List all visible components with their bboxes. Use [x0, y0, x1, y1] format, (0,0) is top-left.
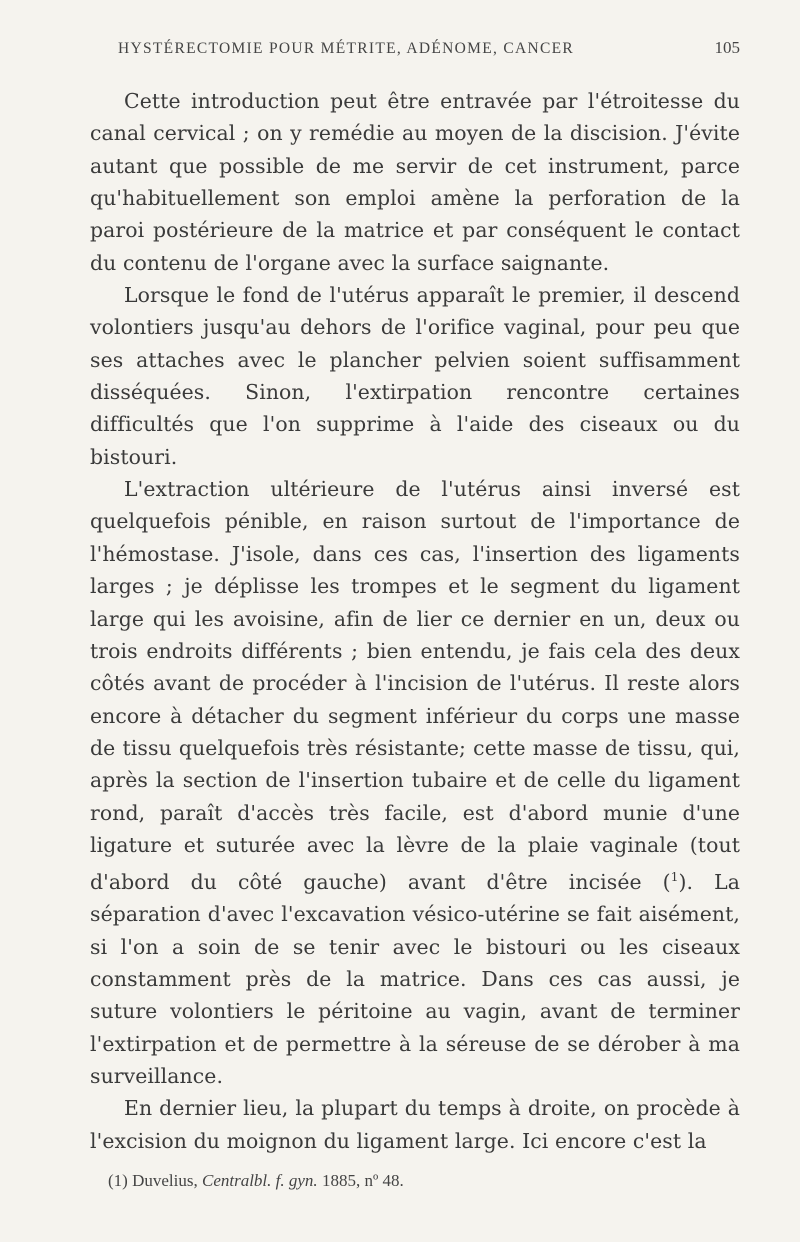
footnote-reference: 1 — [670, 870, 679, 885]
paragraph: L'extraction ultérieure de l'utérus ainsi inversé est quelquefois pénible, en raison surtout de l'importance de l'hémostase. J'isole, dans ces cas, l'insertion des ligaments larges ; je déplisse les trompes et le segment du ligament large qui les avoisine, afin de lier ce dernier en un, deux ou trois endroits différents ; bien entendu, je fais cela des deux côtés avant de procéder à l'incision de l'utérus. Il reste alors encore à détacher du segment inférieur du corps une masse de tissu quelquefois très résistante; cette masse de tissu, qui, après la section de l'insertion tubaire et de celle du ligament rond, paraît d'accès très facile, est d'abord munie d'une ligature et suturée avec la lèvre de la plaie vaginale (tout d'abord du côté gauche) avant d'être incisée ($^1$). La séparation d'avec l'excavation vésico-utérine se fait aisément, si l'on a soin de se tenir avec le bistouri ou les ciseaux constamment près de la matrice. Dans ces cas aussi, je suture volontiers le péritoine au vagin, avant de terminer l'extirpation et de permettre à la séreuse de se dérober à ma surveillance. — [90, 477, 740, 1089]
paragraph: Lorsque le fond de l'utérus apparaît le premier, il descend volontiers jusqu'au dehors de l'orifice vaginal, pour peu que ses attaches avec le plancher pelvien soient suffisamment disséquées. Sinon, l'extirpation rencontre certaines difficultés que l'on supprime à l'aide des ciseaux ou du bistouri. — [90, 283, 740, 469]
paragraph-continuation: La séparation d'avec l'excavation vésico-utérine se fait aisément, si l'on a soin de se tenir avec le bistouri ou les ciseaux constamment près de la matrice. Dans ces cas aussi, je suture volontiers le péritoine au vagin, avant de terminer l'extirpation et de permettre à la séreuse de se dérober à ma surveillance. — [90, 870, 740, 1089]
document-page — [90, 30, 740, 1191]
paragraph-text: L'extraction ultérieure de l'utérus ainsi inversé est quelquefois pénible, en raison surtout de l'importance de l'hémostase. J'isole, dans ces cas, l'insertion des ligaments larges ; je déplisse les trompes et le segment du ligament large qui les avoisine, afin de lier ce dernier en un, deux ou trois endroits différents ; bien entendu, je fais cela des deux côtés avant de procéder à l'incision de l'utérus. Il reste alors encore à détacher du segment inférieur du corps une masse de tissu quelquefois très résistante; cette masse de tissu, qui, après la section de l'insertion tubaire et de celle du ligament rond, paraît d'accès très facile, est d'abord munie d'une ligature et suturée avec la lèvre de la plaie vaginale (tout d'abord du côté gauche) avant d'être incisée — [90, 477, 740, 895]
footnote-details: 1885, nº 48. — [321, 1171, 404, 1191]
running-head — [90, 30, 740, 70]
footnote-journal: Centralbl. f. gyn. — [201, 1171, 318, 1191]
page-number: 105 — [714, 38, 740, 57]
footnote-author: Duvelius, — [132, 1171, 198, 1191]
paragraph: Cette introduction peut être entravée par l'étroitesse du canal cervical ; on y remédie au moyen de la discision. J'évite autant que possible de me servir de cet instrument, parce qu'habituellement son emploi amène la perforation de la paroi postérieure de la matrice et par conséquent le contact du contenu de l'organe avec la surface saignante. — [90, 89, 740, 275]
footnote-marker: 1 — [113, 1171, 123, 1191]
footnote — [90, 1171, 740, 1191]
running-head-title: HYSTÉRECTOMIE POUR MÉTRITE, ADÉNOME, CANCER — [118, 40, 575, 57]
paragraph: En dernier lieu, la plupart du temps à droite, on procède à l'excision du moignon du ligament large. Ici encore c'est la — [90, 1096, 740, 1153]
footnote-marker-wrap: (1) — [108, 1171, 128, 1191]
body-text — [90, 85, 740, 1157]
